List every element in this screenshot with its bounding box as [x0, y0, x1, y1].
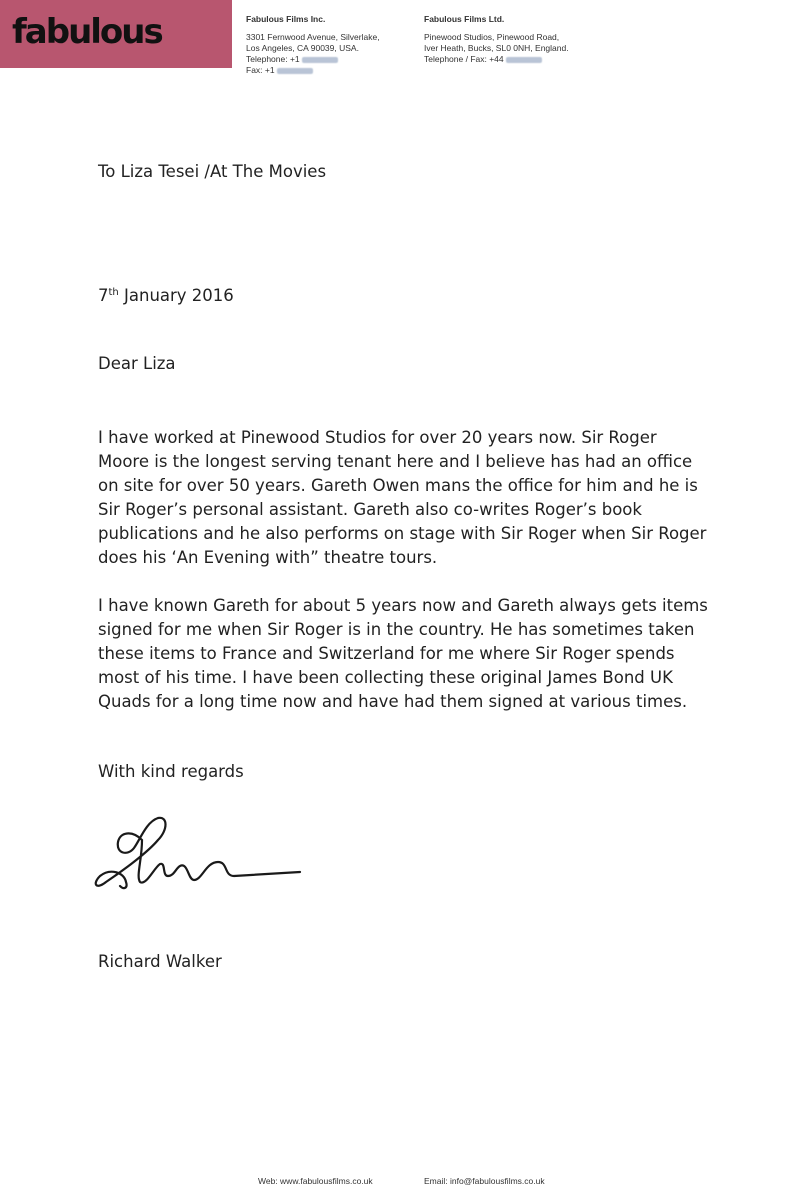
closing: With kind regards [98, 762, 244, 781]
uk-office-address [424, 14, 569, 65]
us-telephone: Telephone: +1 [246, 54, 300, 64]
company-logo: fabulous [12, 12, 162, 52]
us-company-name: Fabulous Films Inc. [246, 14, 326, 24]
uk-address-line1: Pinewood Studios, Pinewood Road, [424, 32, 560, 42]
footer-email: Email: info@fabulousfilms.co.uk [424, 1176, 545, 1186]
redacted-number [277, 68, 313, 74]
uk-telephone-fax: Telephone / Fax: +44 [424, 54, 504, 64]
us-fax: Fax: +1 [246, 65, 275, 75]
recipient-line: To Liza Tesei /At The Movies [98, 162, 327, 181]
redacted-number [506, 57, 542, 63]
body-paragraph-1 [98, 426, 708, 570]
date-suffix: th [108, 287, 119, 298]
signer-name: Richard Walker [98, 952, 222, 971]
us-address-line2: Los Angeles, CA 90039, USA. [246, 43, 359, 53]
letter-date [98, 284, 708, 308]
uk-company-name: Fabulous Films Ltd. [424, 14, 505, 24]
body-paragraph-2 [98, 594, 708, 714]
date-day: 7 [98, 286, 109, 305]
us-address-line1: 3301 Fernwood Avenue, Silverlake, [246, 32, 380, 42]
paragraph-text: I have worked at Pinewood Studios for over 20 years now. Sir Roger Moore is the longest serving tenant here and I believe has had an office on site for over 50 years. Gareth Owen mans the office for him and he is Sir Roger’s personal assistant. Gareth also co-writes Roger’s book publications and he also performs on stage with Sir Roger when Sir Roger does his ‘An Evening with” theatre tours. [98, 428, 707, 567]
date-month-year: January 2016 [118, 286, 234, 305]
redacted-number [302, 57, 338, 63]
us-office-address [246, 14, 380, 76]
salutation: Dear Liza [98, 354, 176, 373]
handwritten-signature [84, 810, 314, 900]
footer-website: Web: www.fabulousfilms.co.uk [258, 1176, 373, 1186]
letterhead-logo-block [0, 0, 232, 68]
uk-address-line2: Iver Heath, Bucks, SL0 0NH, England. [424, 43, 569, 53]
paragraph-text: I have known Gareth for about 5 years now and Gareth always gets items signed for me when Sir Roger is in the country. He has sometimes taken these items to France and Switzerland for me where Sir Roger spends most of his time. I have been collecting these original James Bond UK Quads for a long time now and have had them signed at various times. [98, 596, 708, 711]
